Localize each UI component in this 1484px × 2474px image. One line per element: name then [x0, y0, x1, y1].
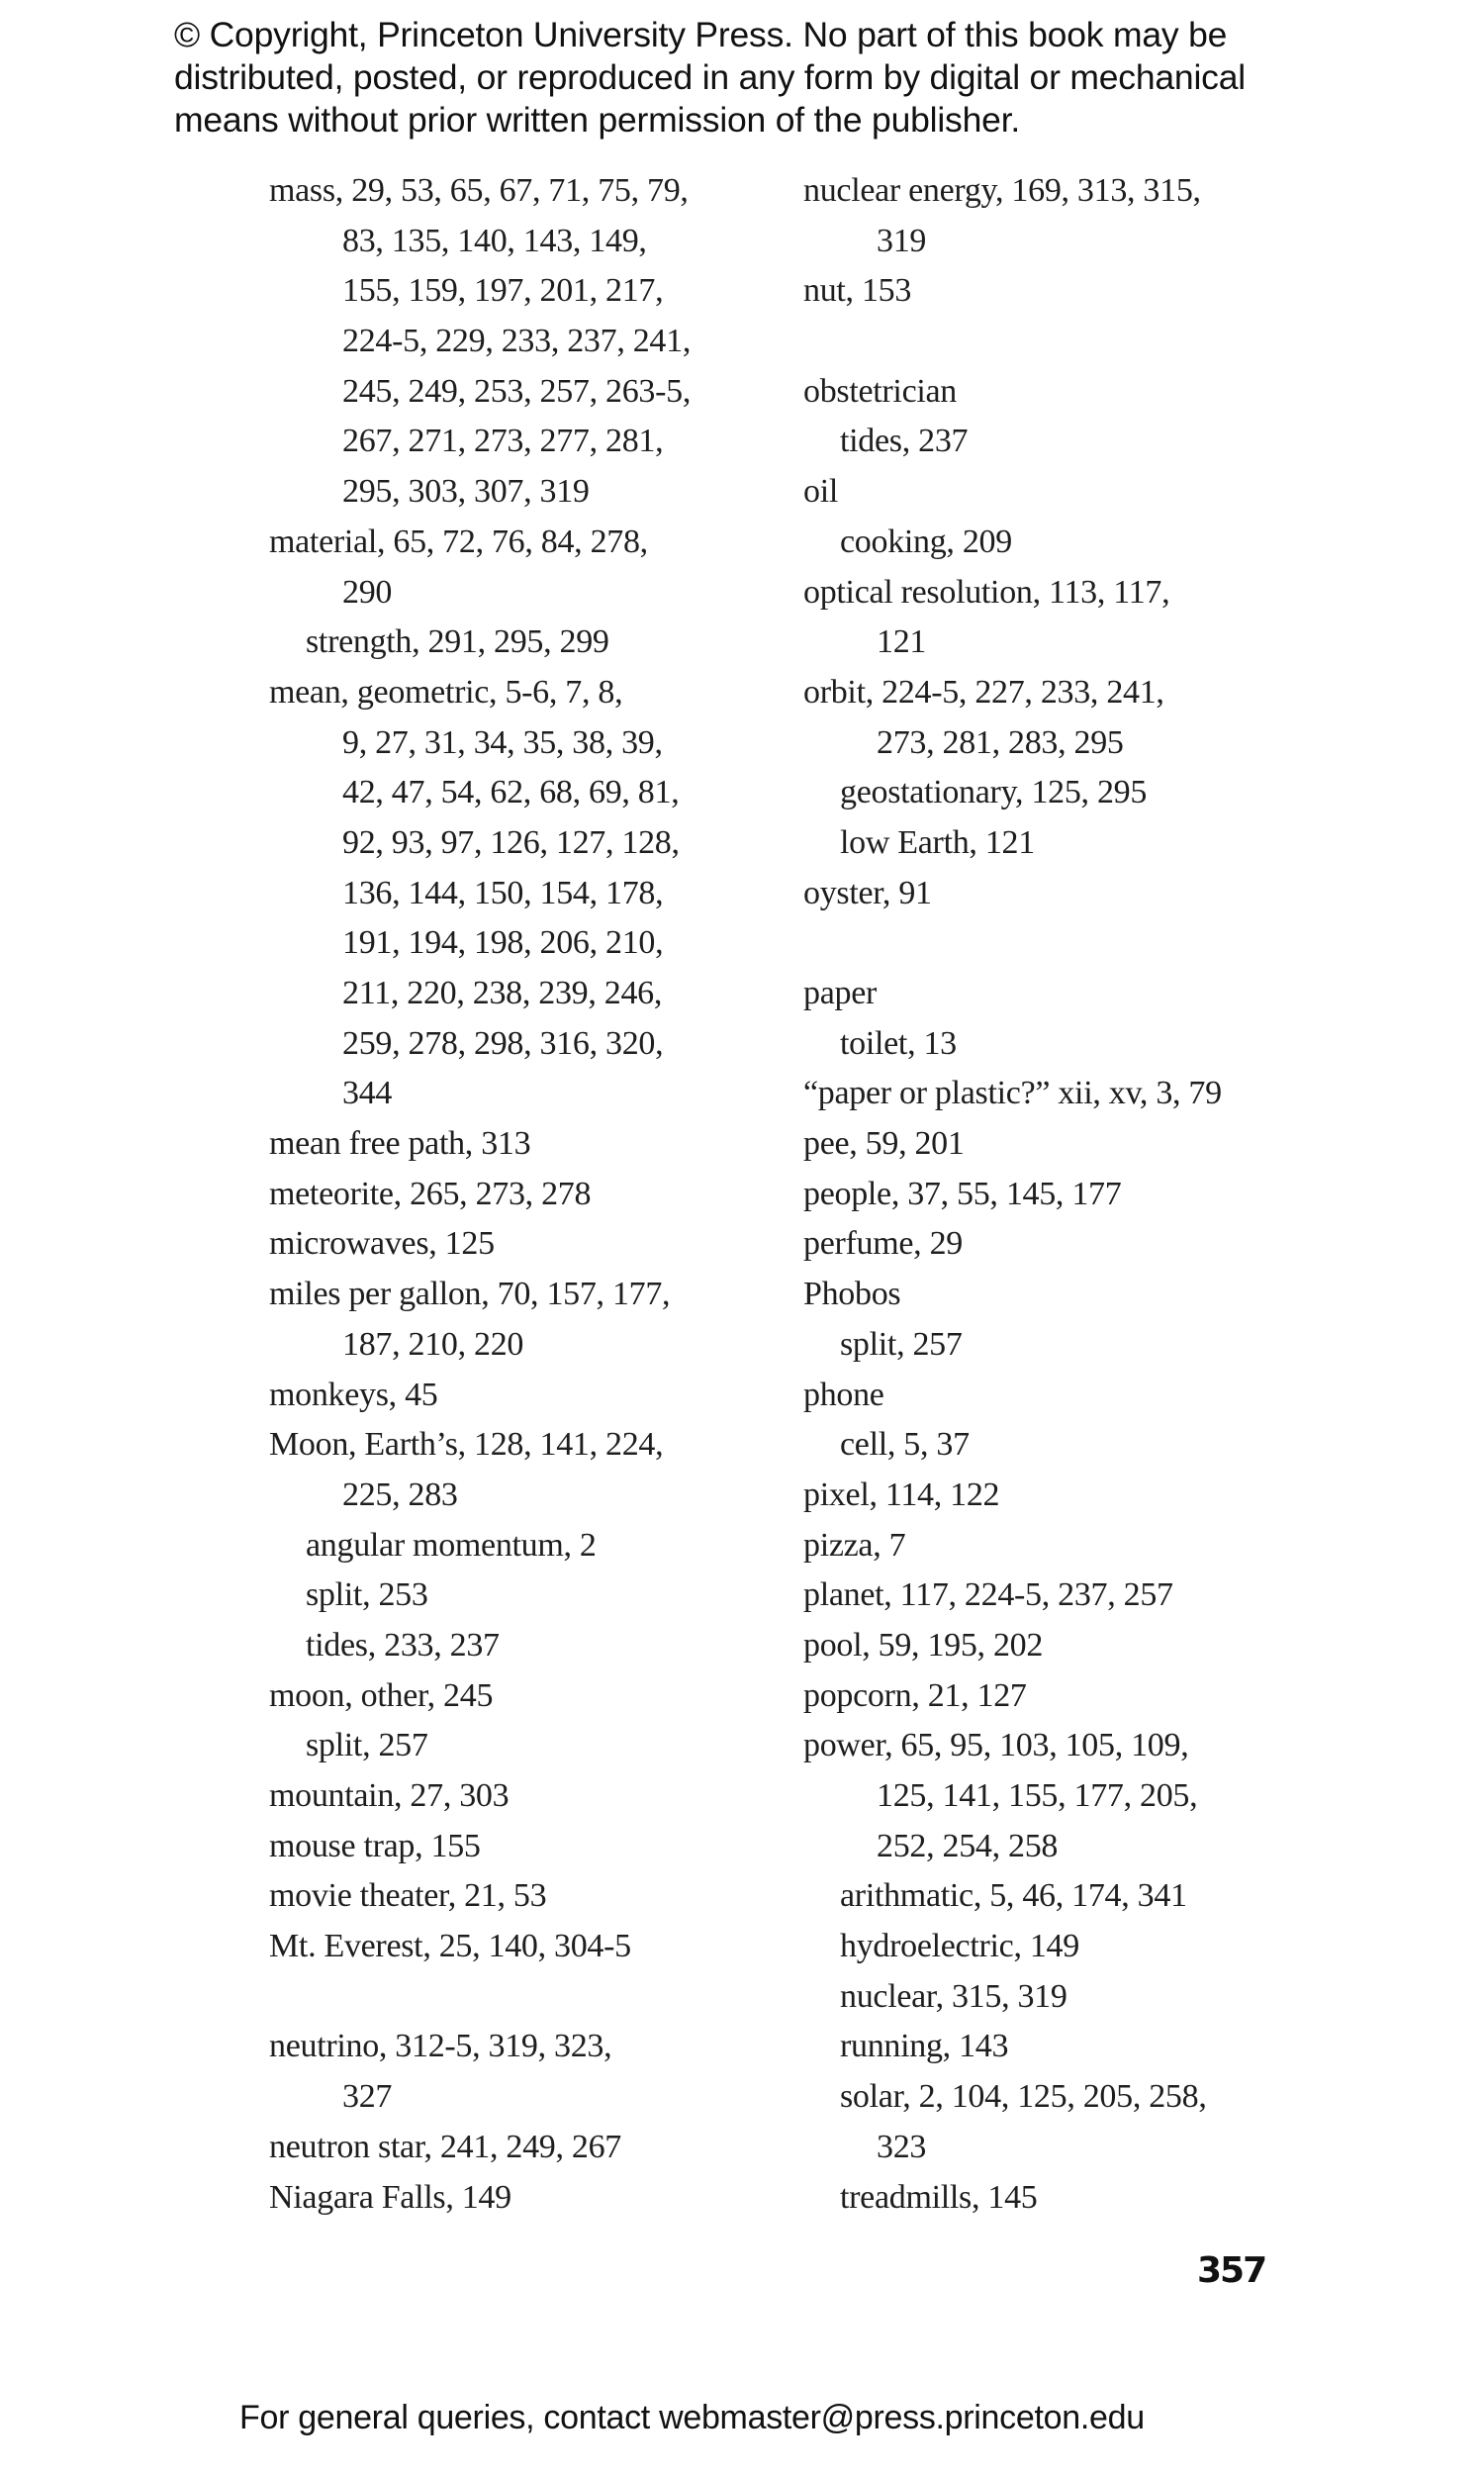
index-continuation: 224-5, 229, 233, 237, 241, — [342, 323, 692, 360]
footer-contact: For general queries, contact webmaster@press.princeton.edu — [239, 2399, 1145, 2436]
index-subentry: arithmatic, 5, 46, 174, 341 — [840, 1877, 1187, 1915]
index-entry: people, 37, 55, 145, 177 — [803, 1175, 1122, 1212]
index-entry: mean, geometric, 5-6, 7, 8, — [269, 673, 623, 711]
copyright-line: © Copyright, Princeton University Press. No part of this book may be — [174, 15, 1228, 54]
index-subentry: hydroelectric, 149 — [840, 1928, 1079, 1965]
index-subentry: angular momentum, 2 — [306, 1526, 597, 1564]
index-entry: planet, 117, 224-5, 237, 257 — [803, 1576, 1173, 1614]
index-continuation: 252, 254, 258 — [877, 1827, 1059, 1864]
index-entry: optical resolution, 113, 117, — [803, 573, 1170, 611]
index-subentry: low Earth, 121 — [840, 823, 1035, 861]
index-continuation: 136, 144, 150, 154, 178, — [342, 874, 664, 911]
index-continuation: 211, 220, 238, 239, 246, — [342, 975, 663, 1011]
index-entry: paper — [803, 975, 878, 1011]
index-continuation: 92, 93, 97, 126, 127, 128, — [342, 823, 680, 861]
index-entry: nut, 153 — [803, 272, 912, 310]
copyright-line: means without prior written permission of the publisher. — [174, 100, 1021, 140]
index-continuation: 125, 141, 155, 177, 205, — [877, 1777, 1198, 1814]
index-continuation: 121 — [877, 623, 927, 661]
index-entry: oyster, 91 — [803, 874, 932, 911]
index-subentry: toilet, 13 — [840, 1024, 957, 1062]
index-subentry: tides, 237 — [840, 423, 969, 460]
index-continuation: 323 — [877, 2128, 927, 2165]
index-continuation: 259, 278, 298, 316, 320, — [342, 1024, 664, 1062]
index-entry: neutron star, 241, 249, 267 — [269, 2128, 621, 2165]
page-number: 357 — [1197, 2250, 1266, 2291]
index-continuation: 187, 210, 220 — [342, 1325, 524, 1363]
index-entry: pool, 59, 195, 202 — [803, 1626, 1044, 1664]
index-entry: movie theater, 21, 53 — [269, 1877, 547, 1915]
index-entry: Mt. Everest, 25, 140, 304-5 — [269, 1928, 631, 1965]
index-entry: pixel, 114, 122 — [803, 1475, 1000, 1513]
index-subentry: split, 257 — [306, 1727, 428, 1764]
index-subentry: cooking, 209 — [840, 523, 1012, 560]
index-entry: neutrino, 312-5, 319, 323, — [269, 2028, 612, 2065]
index-continuation: 155, 159, 197, 201, 217, — [342, 272, 664, 310]
index-entry: pizza, 7 — [803, 1526, 906, 1564]
index-subentry: split, 253 — [306, 1576, 428, 1614]
index-subentry: treadmills, 145 — [840, 2178, 1038, 2216]
index-continuation: 225, 283 — [342, 1475, 458, 1513]
index-entry: mouse trap, 155 — [269, 1827, 481, 1864]
index-column-left — [269, 166, 764, 2223]
index-column-right — [803, 166, 1318, 2223]
index-continuation: 327 — [342, 2078, 393, 2116]
index-subentry: running, 143 — [840, 2028, 1009, 2065]
index-entry: Niagara Falls, 149 — [269, 2178, 511, 2216]
index-subentry: nuclear, 315, 319 — [840, 1977, 1067, 2015]
index-entry: orbit, 224-5, 227, 233, 241, — [803, 673, 1164, 711]
index-entry: mountain, 27, 303 — [269, 1777, 510, 1814]
copyright-notice — [174, 14, 1361, 142]
index-entry: Phobos — [803, 1276, 901, 1313]
index-subentry: split, 257 — [840, 1325, 963, 1363]
index-subentry: geostationary, 125, 295 — [840, 774, 1148, 811]
index-entry: mass, 29, 53, 65, 67, 71, 75, 79, — [269, 172, 689, 209]
index-entry: obstetrician — [803, 372, 958, 410]
index-continuation: 267, 271, 273, 277, 281, — [342, 423, 664, 460]
index-entry: nuclear energy, 169, 313, 315, — [803, 172, 1201, 209]
index-entry: Moon, Earth’s, 128, 141, 224, — [269, 1426, 664, 1464]
index-continuation: 295, 303, 307, 319 — [342, 473, 590, 511]
index-subentry: cell, 5, 37 — [840, 1426, 970, 1464]
index-entry: moon, other, 245 — [269, 1676, 494, 1714]
index-entry: meteorite, 265, 273, 278 — [269, 1175, 592, 1212]
index-letter-gap — [269, 1972, 764, 2023]
index-continuation: 191, 194, 198, 206, 210, — [342, 924, 664, 962]
index-continuation: 83, 135, 140, 143, 149, — [342, 222, 647, 259]
index-continuation: 290 — [342, 573, 393, 611]
index-continuation: 9, 27, 31, 34, 35, 38, 39, — [342, 723, 663, 761]
index-entry: popcorn, 21, 127 — [803, 1676, 1027, 1714]
index-entry: material, 65, 72, 76, 84, 278, — [269, 523, 648, 560]
index-entry: perfume, 29 — [803, 1225, 963, 1263]
index-continuation: 245, 249, 253, 257, 263-5, — [342, 372, 692, 410]
index-entry: power, 65, 95, 103, 105, 109, — [803, 1727, 1189, 1764]
index-entry: miles per gallon, 70, 157, 177, — [269, 1276, 671, 1313]
index-continuation: 273, 281, 283, 295 — [877, 723, 1124, 761]
index-entry: pee, 59, 201 — [803, 1125, 965, 1163]
index-letter-gap — [803, 918, 1318, 969]
index-subentry: solar, 2, 104, 125, 205, 258, — [840, 2078, 1207, 2116]
copyright-line: distributed, posted, or reproduced in any form by digital or mechanical — [174, 57, 1246, 97]
index-subentry: tides, 233, 237 — [306, 1626, 500, 1664]
index-continuation: 319 — [877, 222, 927, 259]
index-entry: “paper or plastic?” xii, xv, 3, 79 — [803, 1075, 1222, 1112]
index-entry: phone — [803, 1376, 884, 1413]
index-subentry: strength, 291, 295, 299 — [306, 623, 609, 661]
index-continuation: 344 — [342, 1075, 393, 1112]
index-entry: monkeys, 45 — [269, 1376, 438, 1413]
index-entry: microwaves, 125 — [269, 1225, 495, 1263]
index-entry: mean free path, 313 — [269, 1125, 531, 1163]
index-continuation: 42, 47, 54, 62, 68, 69, 81, — [342, 774, 680, 811]
index-letter-gap — [803, 317, 1318, 367]
index-entry: oil — [803, 473, 838, 511]
